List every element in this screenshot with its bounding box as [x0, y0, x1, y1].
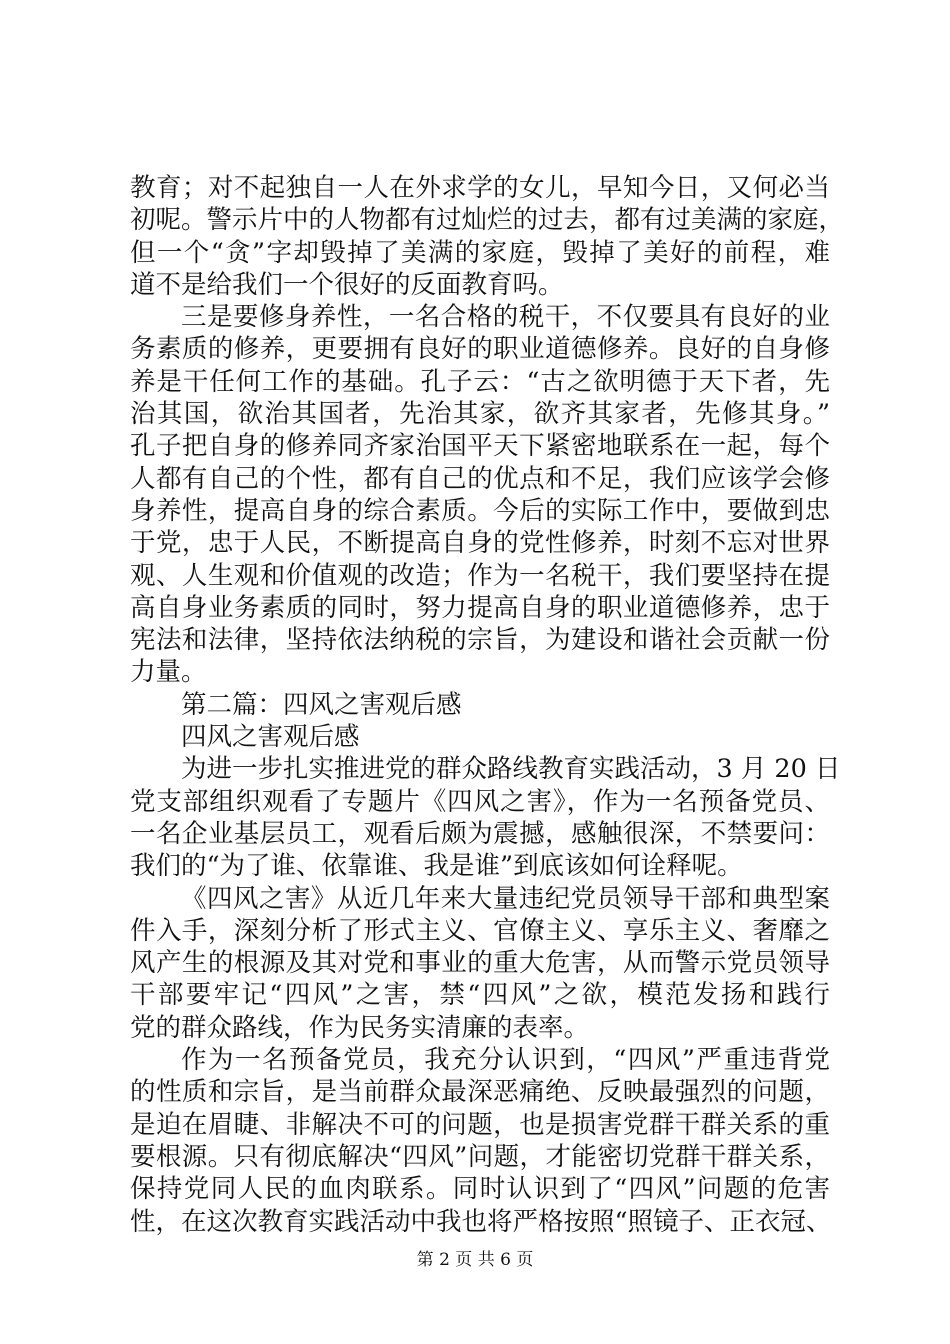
text-line: 观、人生观和价值观的改造；作为一名税干，我们要坚持在提	[130, 560, 830, 591]
text-line: 务素质的修养，更要拥有良好的职业道德修养。良好的自身修	[130, 334, 830, 365]
text-line: 人都有自己的个性，都有自己的优点和不足，我们应该学会修	[130, 463, 830, 494]
text-line: 道不是给我们一个很好的反面教育吗。	[130, 269, 564, 300]
text-line: 四风之害观后感	[181, 722, 360, 753]
text-line: 养是干任何工作的基础。孔子云：“古之欲明德于天下者，先	[130, 366, 830, 397]
document-body	[130, 172, 845, 1238]
text-line: 高自身业务素质的同时，努力提高自身的职业道德修养，忠于	[130, 592, 830, 623]
page-footer	[0, 1245, 950, 1270]
text-line: 为进一步扎实推进党的群众路线教育实践活动，3 月 20 日	[181, 754, 841, 785]
text-line: 宪法和法律，坚持依法纳税的宗旨，为建设和谐社会贡献一份	[130, 625, 830, 656]
text-line: 身养性，提高自身的综合素质。今后的实际工作中，要做到忠	[130, 495, 830, 526]
text-line: 我们的“为了谁、依靠谁、我是谁”到底该如何诠释呢。	[130, 851, 743, 882]
text-line: 教育；对不起独自一人在外求学的女儿，早知今日，又何必当	[130, 173, 830, 203]
text-line: 干部要牢记“四风”之害，禁“四风”之欲，模范发扬和践行	[130, 980, 830, 1011]
text-line: 一名企业基层员工，观看后颇为震撼，感触很深，不禁要问：	[130, 818, 830, 849]
text-line: 是迫在眉睫、非解决不可的问题，也是损害党群干群关系的重	[130, 1109, 830, 1140]
text-line: 要根源。只有彻底解决“四风”问题，才能密切党群干群关系，	[130, 1141, 830, 1172]
text-line: 治其国，欲治其国者，先治其家，欲齐其家者，先修其身。”	[130, 399, 830, 430]
text-line: 孔子把自身的修养同齐家治国平天下紧密地联系在一起，每个	[130, 431, 830, 462]
text-line: 三是要修身养性，一名合格的税干，不仅要具有良好的业	[181, 302, 830, 333]
text-line: 于党，忠于人民，不断提高自身的党性修养，时刻不忘对世界	[130, 528, 830, 559]
text-line: 第二篇：四风之害观后感	[181, 689, 462, 720]
text-line: 《四风之害》从近几年来大量违纪党员领导干部和典型案	[181, 883, 830, 914]
text-line: 力量。	[130, 657, 207, 688]
text-line: 件入手，深刻分析了形式主义、官僚主义、享乐主义、奢靡之	[130, 915, 830, 946]
text-line: 党支部组织观看了专题片《四风之害》，作为一名预备党员、	[130, 786, 830, 817]
text-line: 但一个“贪”字却毁掉了美满的家庭，毁掉了美好的前程，难	[130, 237, 830, 268]
text-line: 作为一名预备党员，我充分认识到，“四风”严重违背党	[181, 1045, 830, 1076]
page-number-label: 第 2 页 共 6 页	[416, 1250, 534, 1270]
text-line: 风产生的根源及其对党和事业的重大危害，从而警示党员领导	[130, 948, 830, 979]
text-line: 保持党同人民的血肉联系。同时认识到了“四风”问题的危害	[130, 1174, 830, 1205]
text-line: 党的群众路线，作为民务实清廉的表率。	[130, 1012, 590, 1043]
text-line: 的性质和宗旨，是当前群众最深恶痛绝、反映最强烈的问题，	[130, 1077, 830, 1108]
text-line: 初呢。警示片中的人物都有过灿烂的过去，都有过美满的家庭，	[130, 205, 845, 236]
text-line: 性，在这次教育实践活动中我也将严格按照“照镜子、正衣冠、	[130, 1206, 832, 1237]
